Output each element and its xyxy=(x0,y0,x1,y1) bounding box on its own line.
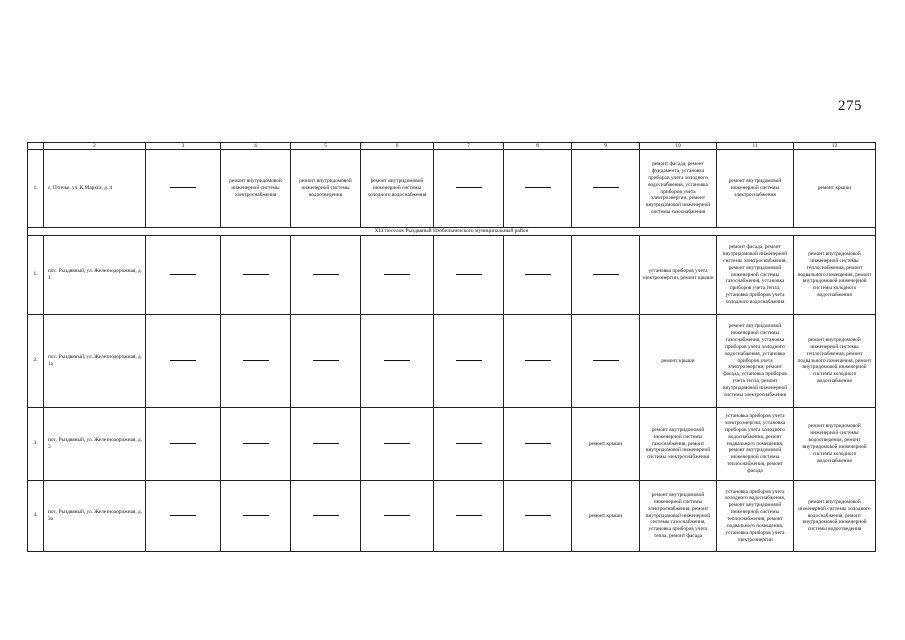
work-cell: ремонт внутридомовой инженерной системы газоснабжения, ремонт внутридомовой инженерной системы электроснабжения xyxy=(640,408,717,481)
work-cell: ремонт крыши xyxy=(640,315,717,408)
cell-empty-dash xyxy=(434,150,504,228)
cell-empty-dash xyxy=(361,315,434,408)
row-address: пос. Рыздвяный, ул. Железнодорожная, д. 1а xyxy=(44,315,146,408)
work-cell: ремонт внутридомовой инженерной системы электроснабжения xyxy=(717,150,794,228)
work-cell: установка приборов учета электроэнергии, ремонт крыши xyxy=(640,236,717,315)
work-cell: ремонт крыши xyxy=(794,150,876,228)
work-cell: ремонт фасада, ремонт фундамента, установка приборов учета холодного водоснабжения, установка приборов учета электроэнергии, ремонт внутридомовой инженерной системы газоснабжения xyxy=(640,150,717,228)
work-cell: ремонт крыши xyxy=(572,481,640,552)
cell-empty-dash xyxy=(504,481,572,552)
work-cell: ремонт внутридомовой инженерной системы электроснабжения, ремонт внутридомовой инженерной системы газоснабжения, установка приборов учета тепла, ремонт фасада xyxy=(640,481,717,552)
header-cell: 3 xyxy=(146,143,221,150)
row-address: пос. Рыздвяный, ул. Железнодорожная, д. 1 xyxy=(44,236,146,315)
work-cell: ремонт крыши xyxy=(572,408,640,481)
cell-empty-dash xyxy=(291,236,361,315)
row-address: пос. Рыздвяный, ул. Железнодорожная, д. 3а xyxy=(44,481,146,552)
header-cell: 6 xyxy=(361,143,434,150)
repair-plan-table xyxy=(27,142,876,552)
header-cell: 4 xyxy=(221,143,291,150)
work-cell: установка приборов учета холодного водоснабжения, ремонт внутридомовой инженерной системы теплоснабжения, ремонт подвального помещения, установка приборов учета электроэнергии xyxy=(717,481,794,552)
work-cell: установка приборов учета электроэнергии, установка приборов учета холодного водоснабжения, ремонт подвального помещения, ремонт внутридомовой инженерной системы теплоснабжения, ремонт фасада xyxy=(717,408,794,481)
cell-empty-dash xyxy=(504,236,572,315)
cell-empty-dash xyxy=(291,481,361,552)
table-row xyxy=(28,481,876,552)
row-number: 2. xyxy=(28,315,44,408)
header-cell xyxy=(28,143,44,150)
header-cell: 2 xyxy=(44,143,146,150)
work-cell: ремонт внутридомовой инженерной системы холодного водоснабжения, ремонт внутридомовой инженерной системы водоотведения xyxy=(794,481,876,552)
work-cell: ремонт внутридомовой инженерной системы водоотведения xyxy=(291,150,361,228)
cell-empty-dash xyxy=(146,408,221,481)
cell-empty-dash xyxy=(361,408,434,481)
work-cell: ремонт внутридомовой инженерной системы холодного водоснабжения xyxy=(361,150,434,228)
header-cell: 7 xyxy=(434,143,504,150)
cell-empty-dash xyxy=(221,408,291,481)
work-cell: ремонт внутридомовой инженерной системы электроснабжения xyxy=(221,150,291,228)
row-number: 1. xyxy=(28,150,44,228)
cell-empty-dash xyxy=(361,481,434,552)
header-cell: 8 xyxy=(504,143,572,150)
cell-empty-dash xyxy=(504,408,572,481)
cell-empty-dash xyxy=(572,315,640,408)
row-address: с. Птичье, ул. К.Маркса, д. 4 xyxy=(44,150,146,228)
header-cell: 5 xyxy=(291,143,361,150)
work-cell: ремонт внутридомовой инженерной системы водоотведения, ремонт внутридомовой инженерной системы холодного водоснабжения xyxy=(794,408,876,481)
cell-empty-dash xyxy=(504,150,572,228)
table-row xyxy=(28,150,876,228)
header-cell: 12 xyxy=(794,143,876,150)
table-row xyxy=(28,236,876,315)
cell-empty-dash xyxy=(434,481,504,552)
header-cell: 11 xyxy=(717,143,794,150)
cell-empty-dash xyxy=(291,315,361,408)
work-cell: ремонт внутридомовой инженерной системы газоснабжения, установка приборов учета холодного водоснабжения, установка приборов учета электроэнергии, ремонт фасада, установка приборов учета тепла, ремонт внутридомовой инженерной системы электроснабжения xyxy=(717,315,794,408)
cell-empty-dash xyxy=(146,150,221,228)
header-cell: 10 xyxy=(640,143,717,150)
cell-empty-dash xyxy=(504,315,572,408)
row-address: пос. Рыздвяный, ул. Железнодорожная, д. 3 xyxy=(44,408,146,481)
cell-empty-dash xyxy=(361,236,434,315)
row-number: 4. xyxy=(28,481,44,552)
section-row xyxy=(28,228,876,236)
cell-empty-dash xyxy=(221,481,291,552)
row-number: 3. xyxy=(28,408,44,481)
cell-empty-dash xyxy=(572,236,640,315)
table-row xyxy=(28,408,876,481)
cell-empty-dash xyxy=(221,236,291,315)
work-cell: ремонт фасада, ремонт внутридомовой инженерной системы электроснабжения, ремонт внутридомовой инженерной системы газоснабжения, установка приборов учета тепла, установка приборов учета холодного водоснабжения xyxy=(717,236,794,315)
row-number: 1. xyxy=(28,236,44,315)
cell-empty-dash xyxy=(572,150,640,228)
column-number-row xyxy=(28,143,876,150)
cell-empty-dash xyxy=(146,315,221,408)
section-title: XLI поселок Рыздвяный Изобильненского муниципальный район xyxy=(28,228,876,236)
cell-empty-dash xyxy=(221,315,291,408)
header-cell: 9 xyxy=(572,143,640,150)
cell-empty-dash xyxy=(146,481,221,552)
cell-empty-dash xyxy=(434,315,504,408)
work-cell: ремонт внутридомовой инженерной системы теплоснабжения, ремонт подвального помещения, ремонт внутридомовой инженерной системы холодного водоснабжения xyxy=(794,236,876,315)
cell-empty-dash xyxy=(434,236,504,315)
page-number: 275 xyxy=(838,98,862,114)
cell-empty-dash xyxy=(146,236,221,315)
work-cell: ремонт внутридомовой инженерной системы теплоснабжения, ремонт подвального помещения, ремонт внутридомовой инженерной системы холодного водоснабжения xyxy=(794,315,876,408)
cell-empty-dash xyxy=(291,408,361,481)
cell-empty-dash xyxy=(434,408,504,481)
table-row xyxy=(28,315,876,408)
